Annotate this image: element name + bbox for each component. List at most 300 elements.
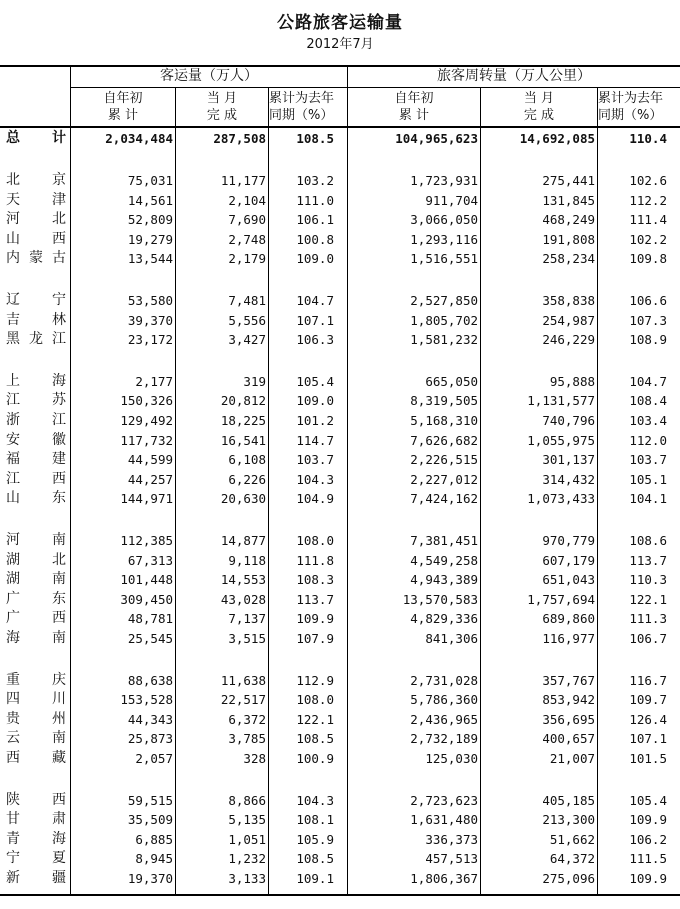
table-cell: 18,225	[220, 413, 266, 428]
page-title: 公路旅客运输量	[277, 13, 403, 33]
table-cell: 108.5	[296, 851, 334, 866]
table-cell: 109.8	[629, 251, 667, 266]
table-cell: 104.3	[296, 793, 334, 808]
table-cell: 8,866	[228, 793, 266, 808]
table-cell: 309,450	[120, 592, 173, 607]
table-cell: 6,885	[135, 832, 173, 847]
row-label-char: 辽	[6, 292, 20, 308]
row-label-char: 京	[52, 172, 66, 188]
table-cell: 107.1	[629, 731, 667, 746]
row-label	[6, 671, 66, 690]
table-cell: 103.2	[296, 173, 334, 188]
table-cell: 5,786,360	[410, 692, 478, 707]
row-label	[6, 249, 66, 268]
table-cell: 740,796	[542, 413, 595, 428]
table-cell: 4,943,389	[410, 572, 478, 587]
table-cell: 104.9	[296, 491, 334, 506]
table-cell: 104.7	[629, 374, 667, 389]
table-cell: 100.8	[296, 232, 334, 247]
row-label-char: 内	[6, 250, 20, 266]
table-cell: 109.9	[629, 812, 667, 827]
row-label-char: 宁	[6, 850, 20, 866]
table-cell: 328	[243, 751, 266, 766]
table-cell: 2,527,850	[410, 293, 478, 308]
row-label-char: 西	[6, 750, 20, 766]
table-cell: 4,829,336	[410, 611, 478, 626]
col-header-line2: 累 计	[107, 108, 139, 123]
table-cell: 336,373	[425, 832, 478, 847]
row-label	[6, 129, 66, 148]
table-cell: 101.5	[629, 751, 667, 766]
row-label-char: 林	[52, 312, 66, 328]
table-cell: 607,179	[542, 553, 595, 568]
row-label	[6, 450, 66, 469]
col-header-line2: 累 计	[398, 108, 430, 123]
table-cell: 111.5	[629, 851, 667, 866]
row-label-char: 海	[52, 373, 66, 389]
table-cell: 468,249	[542, 212, 595, 227]
row-label-char: 海	[52, 831, 66, 847]
table-cell: 112,385	[120, 533, 173, 548]
table-cell: 108.3	[296, 572, 334, 587]
table-cell: 44,599	[127, 452, 173, 467]
row-label-char: 江	[52, 412, 66, 428]
row-label-char: 蒙	[29, 250, 43, 266]
row-label-char: 州	[52, 711, 66, 727]
group-header-passenger-km: 旅客周转量（万人公里）	[437, 68, 591, 84]
row-label-char: 南	[52, 630, 66, 646]
table-cell: 129,492	[120, 413, 173, 428]
table-cell: 51,662	[549, 832, 595, 847]
table-cell: 13,544	[127, 251, 173, 266]
row-label	[6, 489, 66, 508]
table-cell: 19,279	[127, 232, 173, 247]
col-header-line1: 自年初	[103, 91, 143, 106]
table-cell: 19,370	[127, 871, 173, 886]
table-cell: 1,073,433	[527, 491, 595, 506]
table-cell: 108.1	[296, 812, 334, 827]
row-label	[6, 372, 66, 391]
row-label-char: 广	[6, 591, 20, 607]
row-label-char: 浙	[6, 412, 20, 428]
table-cell: 153,528	[120, 692, 173, 707]
table-cell: 16,541	[220, 433, 266, 448]
table-cell: 2,034,484	[105, 131, 173, 146]
table-cell: 8,319,505	[410, 393, 478, 408]
table-cell: 150,326	[120, 393, 173, 408]
table-cell: 2,179	[228, 251, 266, 266]
table-cell: 14,692,085	[519, 131, 595, 146]
row-label-char: 南	[52, 730, 66, 746]
table-cell: 108.5	[296, 731, 334, 746]
table-cell: 1,806,367	[410, 871, 478, 886]
table-cell: 109.1	[296, 871, 334, 886]
table-cell: 114.7	[296, 433, 334, 448]
row-label-char: 庆	[52, 672, 66, 688]
table-cell: 7,481	[228, 293, 266, 308]
col-header-line2: 完 成	[523, 108, 555, 123]
row-label	[6, 869, 66, 888]
table-cell: 23,172	[127, 332, 173, 347]
row-label-char: 江	[6, 471, 20, 487]
row-label	[6, 849, 66, 868]
col-header-line2: 同期（%）	[598, 108, 663, 123]
table-cell: 110.4	[629, 131, 667, 146]
row-label-char: 云	[6, 730, 20, 746]
page-subtitle: 2012年7月	[306, 37, 374, 52]
table-cell: 356,695	[542, 712, 595, 727]
table-cell: 11,638	[220, 673, 266, 688]
table-cell: 102.2	[629, 232, 667, 247]
row-label	[6, 830, 66, 849]
table-cell: 3,785	[228, 731, 266, 746]
row-label	[6, 791, 66, 810]
table-cell: 6,372	[228, 712, 266, 727]
table-cell: 107.9	[296, 631, 334, 646]
table-cell: 1,805,702	[410, 313, 478, 328]
table-cell: 213,300	[542, 812, 595, 827]
table-cell: 116.7	[629, 673, 667, 688]
table-cell: 59,515	[127, 793, 173, 808]
row-label	[6, 590, 66, 609]
table-cell: 191,808	[542, 232, 595, 247]
row-label-char: 湖	[6, 571, 20, 587]
row-label	[6, 690, 66, 709]
table-cell: 107.3	[629, 313, 667, 328]
table-cell: 3,066,050	[410, 212, 478, 227]
table-cell: 246,229	[542, 332, 595, 347]
table-cell: 112.9	[296, 673, 334, 688]
row-label-char: 龙	[29, 331, 43, 347]
table-cell: 107.1	[296, 313, 334, 328]
row-label	[6, 749, 66, 768]
table-cell: 853,942	[542, 692, 595, 707]
table-cell: 2,057	[135, 751, 173, 766]
row-label-char: 湖	[6, 552, 20, 568]
table-cell: 7,381,451	[410, 533, 478, 548]
table-cell: 106.7	[629, 631, 667, 646]
row-label-char: 苏	[52, 392, 66, 408]
row-label-char: 西	[52, 231, 66, 247]
col-header-line1: 当 月	[523, 91, 555, 106]
table-cell: 14,877	[220, 533, 266, 548]
table-cell: 103.4	[629, 413, 667, 428]
table-cell: 109.7	[629, 692, 667, 707]
row-label-char: 徽	[52, 432, 66, 448]
table-cell: 689,860	[542, 611, 595, 626]
table-cell: 144,971	[120, 491, 173, 506]
row-label-char: 东	[52, 591, 66, 607]
table-cell: 2,226,515	[410, 452, 478, 467]
col-header-line1: 累计为去年	[269, 91, 335, 106]
table-cell: 5,168,310	[410, 413, 478, 428]
table-cell: 108.5	[296, 131, 334, 146]
table-cell: 106.1	[296, 212, 334, 227]
table-cell: 970,779	[542, 533, 595, 548]
row-label	[6, 391, 66, 410]
table-cell: 95,888	[549, 374, 595, 389]
table-cell: 2,436,965	[410, 712, 478, 727]
table-cell: 52,809	[127, 212, 173, 227]
table-cell: 117,732	[120, 433, 173, 448]
table-cell: 3,515	[228, 631, 266, 646]
table-cell: 1,232	[228, 851, 266, 866]
table-cell: 2,227,012	[410, 472, 478, 487]
table-cell: 319	[243, 374, 266, 389]
table-cell: 126.4	[629, 712, 667, 727]
table-cell: 400,657	[542, 731, 595, 746]
row-label	[6, 570, 66, 589]
row-label-char: 青	[6, 831, 20, 847]
row-label-char: 川	[52, 691, 66, 707]
table-cell: 111.3	[629, 611, 667, 626]
col-header-line1: 当 月	[206, 91, 238, 106]
table-cell: 67,313	[127, 553, 173, 568]
table-cell: 287,508	[213, 131, 266, 146]
row-label	[6, 171, 66, 190]
row-label	[6, 431, 66, 450]
table-cell: 113.7	[629, 553, 667, 568]
row-label-char: 新	[6, 870, 20, 886]
table-cell: 1,757,694	[527, 592, 595, 607]
table-cell: 22,517	[220, 692, 266, 707]
row-label-char: 藏	[52, 750, 66, 766]
row-label-char: 西	[52, 792, 66, 808]
table-cell: 7,424,162	[410, 491, 478, 506]
table-cell: 105.1	[629, 472, 667, 487]
table-cell: 14,561	[127, 193, 173, 208]
table-cell: 275,096	[542, 871, 595, 886]
table-cell: 3,427	[228, 332, 266, 347]
table-cell: 6,226	[228, 472, 266, 487]
row-label-char: 陕	[6, 792, 20, 808]
table-cell: 13,570,583	[402, 592, 478, 607]
table-cell: 841,306	[425, 631, 478, 646]
row-label-char: 总	[6, 130, 20, 146]
table-cell: 301,137	[542, 452, 595, 467]
table-cell: 405,185	[542, 793, 595, 808]
table-cell: 358,838	[542, 293, 595, 308]
table-cell: 106.2	[629, 832, 667, 847]
table-cell: 20,630	[220, 491, 266, 506]
row-label	[6, 191, 66, 210]
table-cell: 357,767	[542, 673, 595, 688]
row-label-char: 河	[6, 211, 20, 227]
table-cell: 108.0	[296, 533, 334, 548]
row-label	[6, 311, 66, 330]
table-cell: 116,977	[542, 631, 595, 646]
table-cell: 9,118	[228, 553, 266, 568]
table-cell: 100.9	[296, 751, 334, 766]
table-cell: 48,781	[127, 611, 173, 626]
row-label-char: 甘	[6, 811, 20, 827]
table-cell: 275,441	[542, 173, 595, 188]
table-cell: 103.7	[629, 452, 667, 467]
row-label-char: 计	[52, 130, 66, 146]
table-cell: 14,553	[220, 572, 266, 587]
row-label-char: 西	[52, 610, 66, 626]
table-cell: 1,631,480	[410, 812, 478, 827]
table-cell: 108.0	[296, 692, 334, 707]
row-label	[6, 470, 66, 489]
table-cell: 104.1	[629, 491, 667, 506]
col-header-line1: 累计为去年	[598, 91, 664, 106]
row-label	[6, 551, 66, 570]
col-header-line2: 完 成	[206, 108, 238, 123]
row-label	[6, 531, 66, 550]
table-cell: 53,580	[127, 293, 173, 308]
table-cell: 104.7	[296, 293, 334, 308]
table-cell: 8,945	[135, 851, 173, 866]
table-cell: 103.7	[296, 452, 334, 467]
table-cell: 25,873	[127, 731, 173, 746]
row-label-char: 建	[52, 451, 66, 467]
row-label-char: 北	[52, 552, 66, 568]
table-cell: 21,007	[549, 751, 595, 766]
row-label	[6, 291, 66, 310]
table-cell: 911,704	[425, 193, 478, 208]
row-label-char: 津	[52, 192, 66, 208]
table-cell: 1,131,577	[527, 393, 595, 408]
table-cell: 106.3	[296, 332, 334, 347]
table-cell: 109.9	[629, 871, 667, 886]
row-label-char: 肃	[52, 811, 66, 827]
row-label-char: 江	[52, 331, 66, 347]
table-cell: 5,556	[228, 313, 266, 328]
group-header-passenger-volume: 客运量（万人）	[160, 68, 258, 84]
row-label-char: 北	[52, 211, 66, 227]
row-label	[6, 609, 66, 628]
row-label-char: 北	[6, 172, 20, 188]
row-label-char: 西	[52, 471, 66, 487]
table-cell: 105.4	[629, 793, 667, 808]
row-label-char: 江	[6, 392, 20, 408]
row-label-char: 天	[6, 192, 20, 208]
row-label-char: 东	[52, 490, 66, 506]
row-label-char: 福	[6, 451, 20, 467]
row-label-char: 宁	[52, 292, 66, 308]
table-cell: 110.3	[629, 572, 667, 587]
table-cell: 125,030	[425, 751, 478, 766]
table-cell: 651,043	[542, 572, 595, 587]
table-cell: 108.4	[629, 393, 667, 408]
table-cell: 25,545	[127, 631, 173, 646]
table-cell: 88,638	[127, 673, 173, 688]
table-cell: 20,812	[220, 393, 266, 408]
table-cell: 2,723,623	[410, 793, 478, 808]
row-label-char: 贵	[6, 711, 20, 727]
table-cell: 1,516,551	[410, 251, 478, 266]
row-label-char: 南	[52, 571, 66, 587]
table-cell: 111.4	[629, 212, 667, 227]
table-cell: 101,448	[120, 572, 173, 587]
table-cell: 7,626,682	[410, 433, 478, 448]
table-cell: 122.1	[629, 592, 667, 607]
table-cell: 101.2	[296, 413, 334, 428]
table-cell: 109.0	[296, 393, 334, 408]
table-cell: 64,372	[549, 851, 595, 866]
table-cell: 113.7	[296, 592, 334, 607]
table-cell: 1,293,116	[410, 232, 478, 247]
table-cell: 7,137	[228, 611, 266, 626]
table-cell: 109.0	[296, 251, 334, 266]
row-label	[6, 330, 66, 349]
table-cell: 1,581,232	[410, 332, 478, 347]
row-label-char: 上	[6, 373, 20, 389]
table-cell: 7,690	[228, 212, 266, 227]
table-cell: 39,370	[127, 313, 173, 328]
table-cell: 2,104	[228, 193, 266, 208]
table-cell: 11,177	[220, 173, 266, 188]
row-label-char: 夏	[52, 850, 66, 866]
table-cell: 105.4	[296, 374, 334, 389]
table-cell: 457,513	[425, 851, 478, 866]
table-cell: 122.1	[296, 712, 334, 727]
table-cell: 131,845	[542, 193, 595, 208]
table-cell: 108.6	[629, 533, 667, 548]
table-cell: 105.9	[296, 832, 334, 847]
table-cell: 1,723,931	[410, 173, 478, 188]
table-cell: 2,732,189	[410, 731, 478, 746]
table-cell: 2,748	[228, 232, 266, 247]
row-label-char: 黑	[6, 331, 20, 347]
table-cell: 44,343	[127, 712, 173, 727]
table-cell: 104,965,623	[395, 131, 478, 146]
table-cell: 43,028	[220, 592, 266, 607]
row-label	[6, 710, 66, 729]
table-cell: 111.8	[296, 553, 334, 568]
table-cell: 75,031	[127, 173, 173, 188]
table-cell: 104.3	[296, 472, 334, 487]
table-cell: 109.9	[296, 611, 334, 626]
table-cell: 44,257	[127, 472, 173, 487]
row-label	[6, 411, 66, 430]
table-cell: 106.6	[629, 293, 667, 308]
table-cell: 5,135	[228, 812, 266, 827]
table-cell: 6,108	[228, 452, 266, 467]
row-label	[6, 210, 66, 229]
table-cell: 112.2	[629, 193, 667, 208]
table-cell: 1,051	[228, 832, 266, 847]
col-header-line1: 自年初	[394, 91, 434, 106]
row-label-char: 山	[6, 231, 20, 247]
row-label-char: 安	[6, 432, 20, 448]
row-label-char: 山	[6, 490, 20, 506]
row-label-char: 吉	[6, 312, 20, 328]
row-label	[6, 810, 66, 829]
table-cell: 4,549,258	[410, 553, 478, 568]
row-label-char: 重	[6, 672, 20, 688]
row-label-char: 疆	[52, 870, 66, 886]
table-cell: 665,050	[425, 374, 478, 389]
table-cell: 258,234	[542, 251, 595, 266]
row-label	[6, 729, 66, 748]
row-label-char: 古	[52, 250, 66, 266]
row-label-char: 四	[6, 691, 20, 707]
row-label-char: 南	[52, 532, 66, 548]
table-cell: 314,432	[542, 472, 595, 487]
table-cell: 111.0	[296, 193, 334, 208]
row-label-char: 河	[6, 532, 20, 548]
table-cell: 3,133	[228, 871, 266, 886]
row-label-char: 广	[6, 610, 20, 626]
table-cell: 112.0	[629, 433, 667, 448]
table-cell: 2,177	[135, 374, 173, 389]
table-cell: 102.6	[629, 173, 667, 188]
table-cell: 2,731,028	[410, 673, 478, 688]
table-cell: 254,987	[542, 313, 595, 328]
table-cell: 108.9	[629, 332, 667, 347]
